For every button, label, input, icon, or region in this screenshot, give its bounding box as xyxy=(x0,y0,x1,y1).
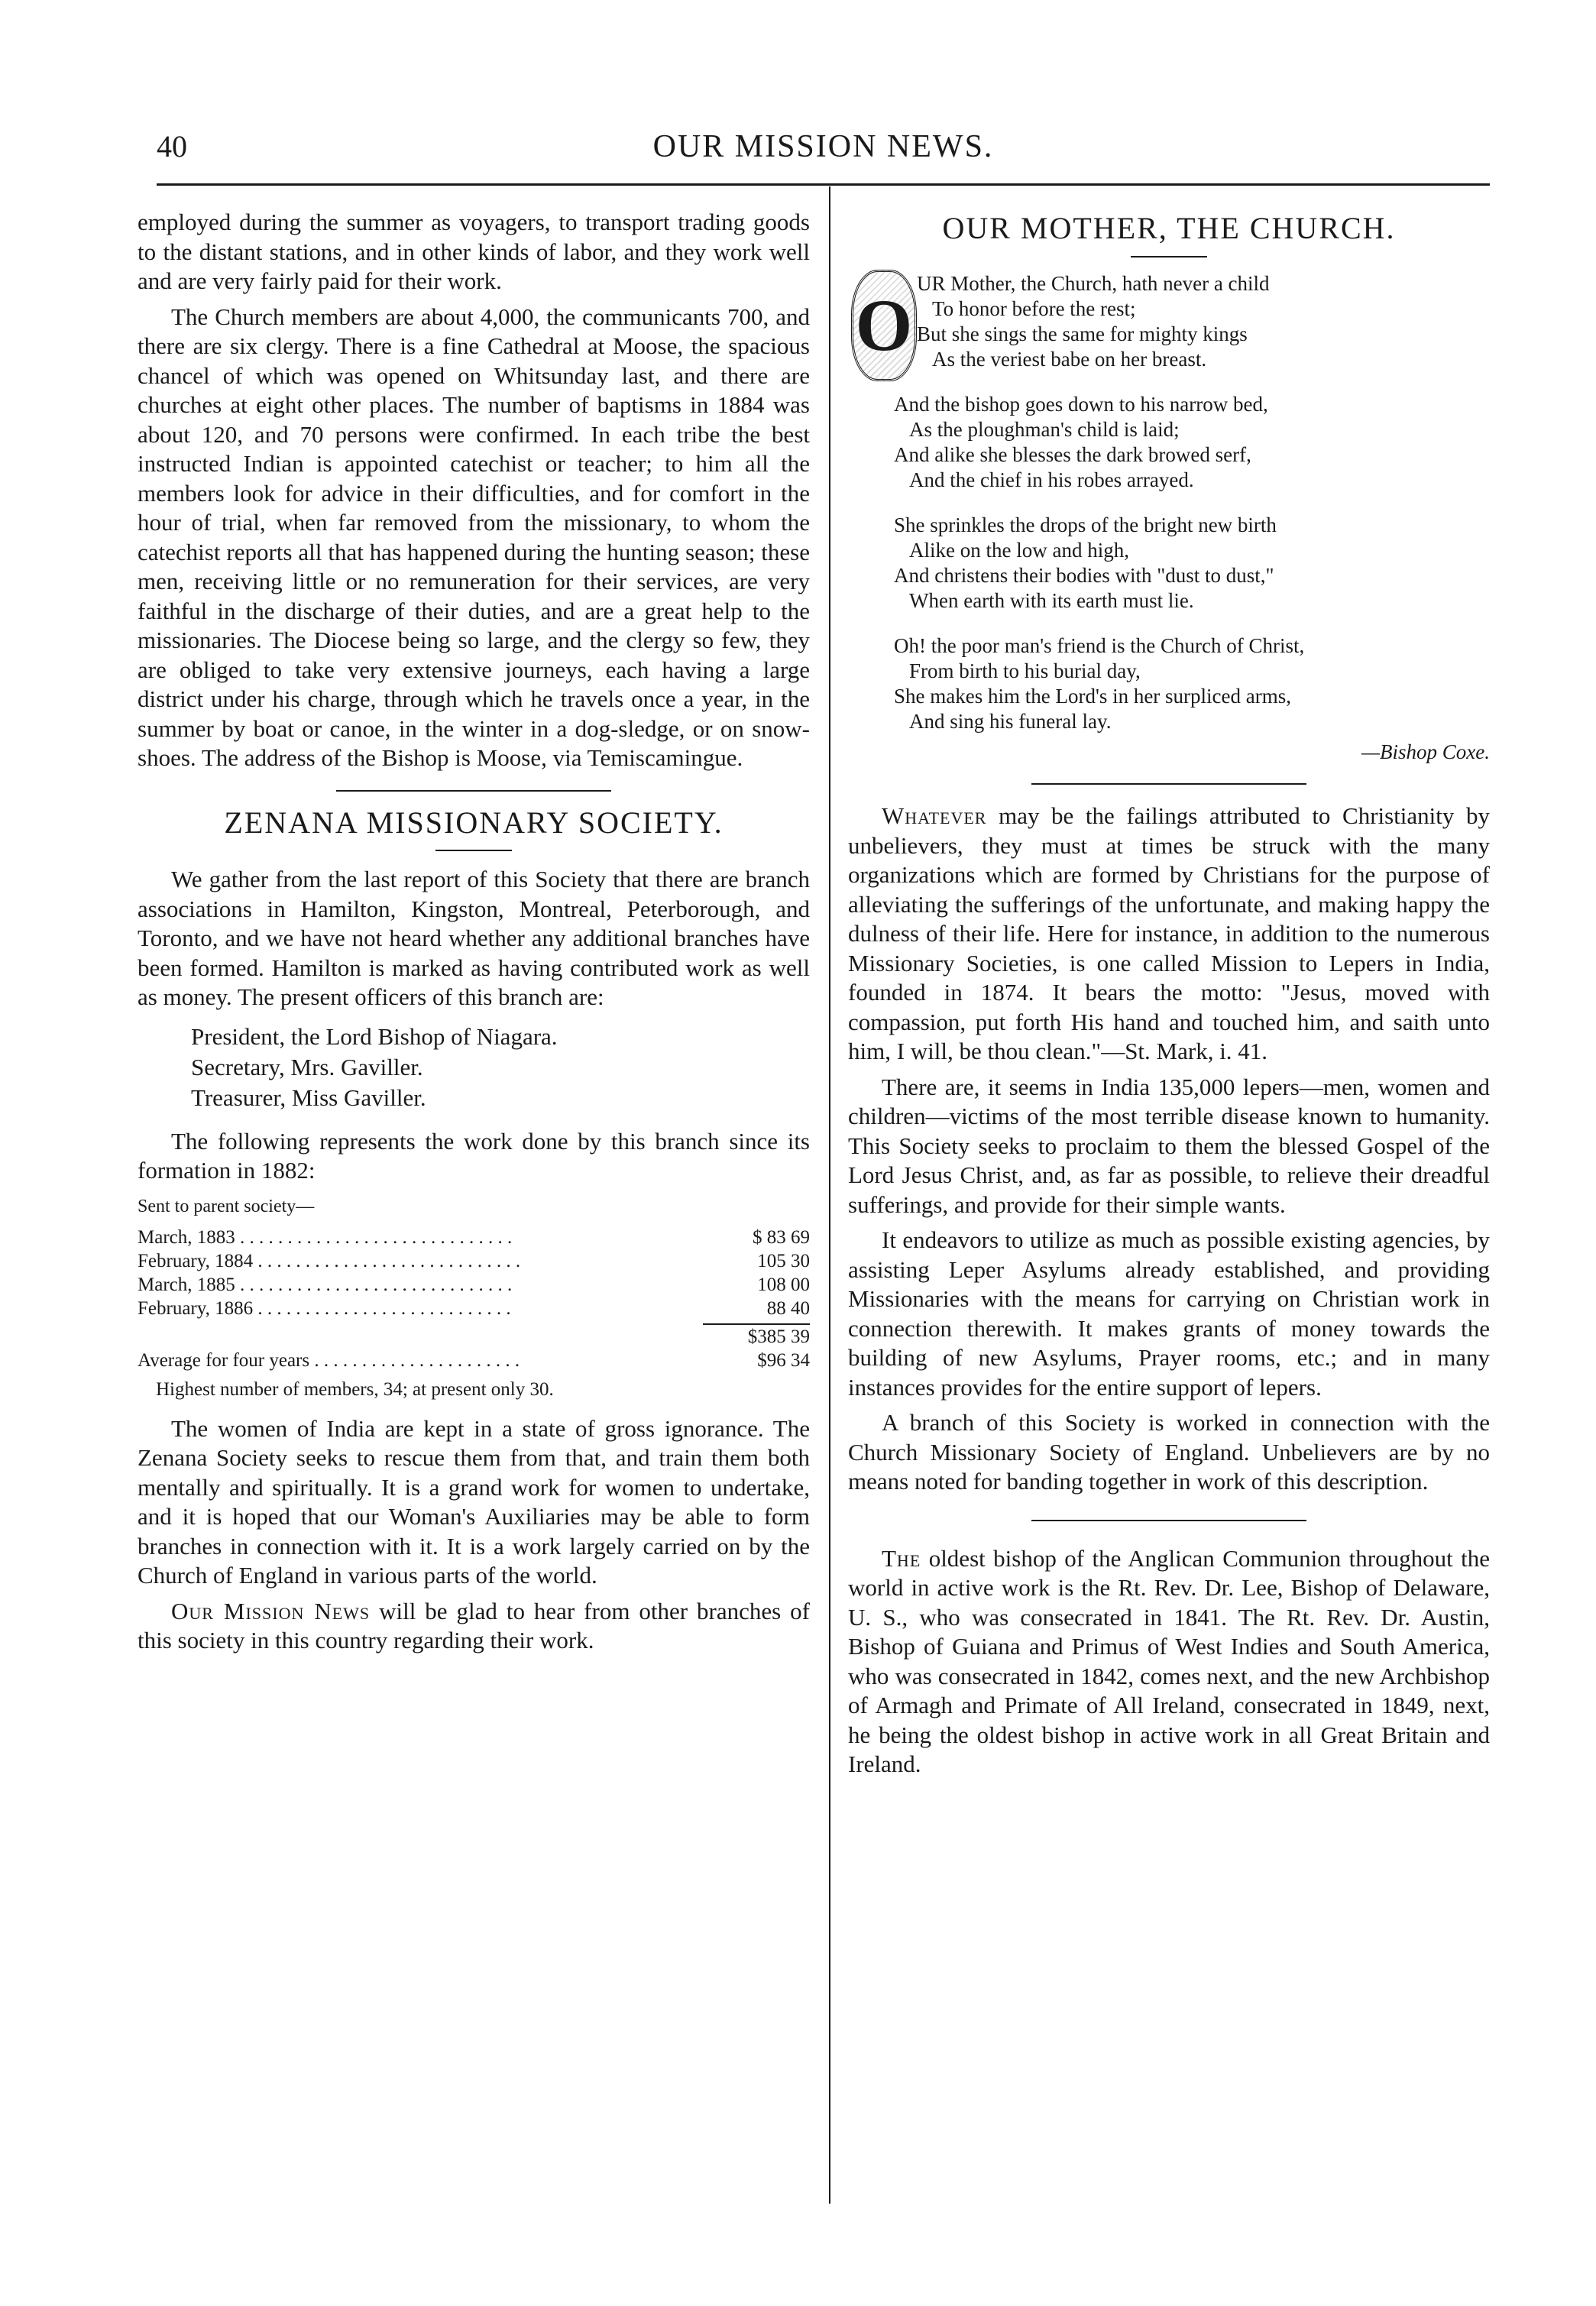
row-amount: $ 83 69 xyxy=(753,1227,810,1248)
row-date: March, 1883 xyxy=(138,1227,235,1248)
row-date: February, 1884 xyxy=(138,1251,254,1271)
poem-line: She makes him the Lord's in her surpliced arms, xyxy=(894,684,1292,708)
remittance-table xyxy=(138,1226,810,1372)
poem xyxy=(848,271,1490,734)
right-column xyxy=(848,208,1490,1786)
officer-treasurer: Treasurer, Miss Gaviller. xyxy=(191,1083,426,1111)
poem-line: And christens their bodies with "dust to dust," xyxy=(894,563,1274,587)
closing-lead: Our Mission News xyxy=(171,1597,371,1624)
poem-line: Oh! the poor man's friend is the Church of Christ, xyxy=(894,633,1305,657)
poem-line: She sprinkles the drops of the bright new birth xyxy=(894,513,1277,536)
church-paragraph: The Church members are about 4,000, the communicants 700, and there are six clergy. There is a fine Cathedral at Moose, the spacious chancel of which was opened on Whitsunday last, and there are churches at eight other places. The number of baptisms in 1884 was about 120, and 70 persons were confirmed. In each tribe the best instructed Indian is appointed catechist or teacher; to him all the members look for advice in their difficulties, and for comfort in the hour of trial, when far removed from the missionary, to whom the catechist reports all that has happened during the hunting season; these men, receiving little or no remuneration for their services, are very faithful in the discharge of their duties, and are a great help to the missionaries. The Diocese being so large, and the clergy so few, they are obliged to take very extensive journeys, each having a large district under his charge, through which he travels once a year, in the summer by boat or canoe, in the winter in a dog-sledge, or on snow-shoes. The address of the Bishop is Moose, via Temiscamingue. xyxy=(138,303,810,771)
lepers-paragraph-4: A branch of this Society is worked in connection with the Church Missionary Society of England. Unbelievers are by no means noted for banding together in work of this description. xyxy=(848,1409,1490,1495)
header-rule xyxy=(157,183,1490,186)
closing-rest: will be glad to hear from other branches of this society in this country regarding their work. xyxy=(138,1597,810,1653)
poem-line: And the chief in his robes arrayed. xyxy=(909,468,1194,491)
poem-title: OUR MOTHER, THE CHURCH. xyxy=(942,211,1396,245)
poem-attribution: —Bishop Coxe. xyxy=(1361,740,1490,763)
section-divider xyxy=(336,790,611,792)
poem-line: UR Mother, the Church, hath never a child xyxy=(917,271,1270,295)
poem-line: As the veriest babe on her breast. xyxy=(932,347,1207,371)
row-amount: 88 40 xyxy=(766,1298,810,1319)
stanza-3 xyxy=(848,513,1490,614)
row-amount: 105 30 xyxy=(757,1251,810,1271)
officer-secretary: Secretary, Mrs. Gaviller. xyxy=(191,1053,423,1080)
section-divider xyxy=(1031,1520,1306,1521)
row-date: March, 1885 xyxy=(138,1274,235,1295)
officers-list xyxy=(191,1022,810,1113)
poem-line: As the ploughman's child is laid; xyxy=(909,417,1180,441)
poem-line: From birth to his burial day, xyxy=(909,659,1141,682)
poem-line: And the bishop goes down to his narrow bed, xyxy=(894,392,1268,416)
left-column xyxy=(138,208,810,1662)
stanza-1 xyxy=(848,271,1490,372)
column-divider xyxy=(829,186,830,2204)
lepers-lead: Whatever xyxy=(882,802,987,829)
zenana-paragraph: We gather from the last report of this Society that there are branch associations in Hamilton, Kingston, Montreal, Peterborough, and Toronto, and we have not heard whether any additional branches have been formed. Hamilton is marked as having contributed work as well as money. The present officers of this branch are: xyxy=(138,866,810,1010)
title-underline xyxy=(435,850,512,851)
stanza-2 xyxy=(848,392,1490,493)
drop-cap: O xyxy=(851,270,917,381)
bishop-lead: The xyxy=(882,1544,921,1572)
page-number: 40 xyxy=(157,129,187,164)
total-amount: $385 39 xyxy=(747,1326,810,1347)
average-amount: $96 34 xyxy=(757,1350,810,1371)
table-row: February, 1884 . . . . . . . . . . . . . . . . . . . . . . . . . . . . 105 30 xyxy=(138,1251,810,1271)
table-row: March, 1885 . . . . . . . . . . . . . . . . . . . . . . . . . . . . . 108 00 xyxy=(138,1274,810,1295)
members-note: Highest number of members, 34; at present only 30. xyxy=(156,1379,554,1400)
poem-line: To honor before the rest; xyxy=(932,296,1136,320)
poem-line: When earth with its earth must lie. xyxy=(909,588,1194,612)
closing-paragraph xyxy=(138,1597,810,1656)
lepers-text: may be the failings attributed to Christianity by unbelievers, they must at times be struck with the many organizations which are formed by Christians for the purpose of alleviating the sufferings of the unfortunate, and making happy the dulness of their life. Here for instance, in addition to the numerous Missionary Societies, is one called Mission to Lepers in India, founded in 1874. It bears the motto: "Jesus, moved with compassion, put forth His hand and touched him, and saith unto him, I will, be thou clean."—St. Mark, i. 41. xyxy=(848,802,1490,1064)
poem-line: And sing his funeral lay. xyxy=(909,709,1112,733)
table-caption: Sent to parent society— xyxy=(138,1196,315,1216)
bishop-text: oldest bishop of the Anglican Communion throughout the world in active work is the Rt. Rev. Dr. Lee, Bishop of Delaware, U. S., who was consecrated in 1841. The Rt. Rev. Dr. Austin, Bishop of Guiana and Primus of West Indies and South America, who was consecrated in 1842, comes next, and the new Archbishop of Armagh and Primate of All Ireland, consecrated in 1849, next, he being the oldest bishop in active work in all Great Britain and Ireland. xyxy=(848,1544,1490,1777)
bishop-paragraph xyxy=(848,1544,1490,1780)
poem-line: And alike she blesses the dark browed serf, xyxy=(894,442,1251,466)
table-row: March, 1883 . . . . . . . . . . . . . . . . . . . . . . . . . . . . . $ 83 69 xyxy=(138,1227,810,1248)
lepers-paragraph-1 xyxy=(848,802,1490,1067)
sum-rule xyxy=(703,1323,810,1325)
page-title: OUR MISSION NEWS. xyxy=(652,129,994,164)
row-amount: 108 00 xyxy=(757,1274,810,1295)
zenana-title: ZENANA MISSIONARY SOCIETY. xyxy=(224,805,724,840)
stanza-4 xyxy=(848,633,1490,734)
lepers-paragraph-2: There are, it seems in India 135,000 lepers—men, women and children—victims of the most terrible disease known to humanity. This Society seeks to proclaim to them the blessed Gospel of the Lord Jesus Christ, and, as far as possible, to relieve their dreadful sufferings, and provide for their simple wants. xyxy=(848,1073,1490,1218)
page-header xyxy=(157,128,1490,183)
title-underline xyxy=(1131,256,1207,257)
intro-paragraph: employed during the summer as voyagers, to transport trading goods to the distant stations, and in other kinds of labor, and they work well and are very fairly paid for their work. xyxy=(138,209,810,294)
total-row xyxy=(138,1320,810,1349)
following-paragraph: The following represents the work done by this branch since its formation in 1882: xyxy=(138,1127,810,1184)
table-row: February, 1886 . . . . . . . . . . . . . . . . . . . . . . . . . . . 88 40 xyxy=(138,1298,810,1319)
lepers-paragraph-3: It endeavors to utilize as much as possible existing agencies, by assisting Leper Asylums already established, and providing Missionaries with the means for carrying on Christian work in connection therewith. It makes grants of money towards the building of new Asylums, Prayer rooms, etc.; and in many instances provides for the entire support of lepers. xyxy=(848,1226,1490,1401)
average-label: Average for four years xyxy=(138,1350,310,1371)
section-divider xyxy=(1031,783,1306,785)
officer-president: President, the Lord Bishop of Niagara. xyxy=(191,1022,558,1050)
women-paragraph: The women of India are kept in a state of gross ignorance. The Zenana Society seeks to rescue them from that, and train them both mentally and spiritually. It is a grand work for women to undertake, and it is hoped that our Woman's Auxiliaries may be able to form branches in connection with it. It is a work largely carried on by the Church of England in various parts of the world. xyxy=(138,1414,810,1589)
row-date: February, 1886 xyxy=(138,1298,254,1319)
poem-line: But she sings the same for mighty kings xyxy=(917,322,1248,345)
poem-line: Alike on the low and high, xyxy=(909,538,1129,562)
average-row: Average for four years . . . . . . . . . . . . . . . . . . . . . . $96 34 xyxy=(138,1350,810,1371)
